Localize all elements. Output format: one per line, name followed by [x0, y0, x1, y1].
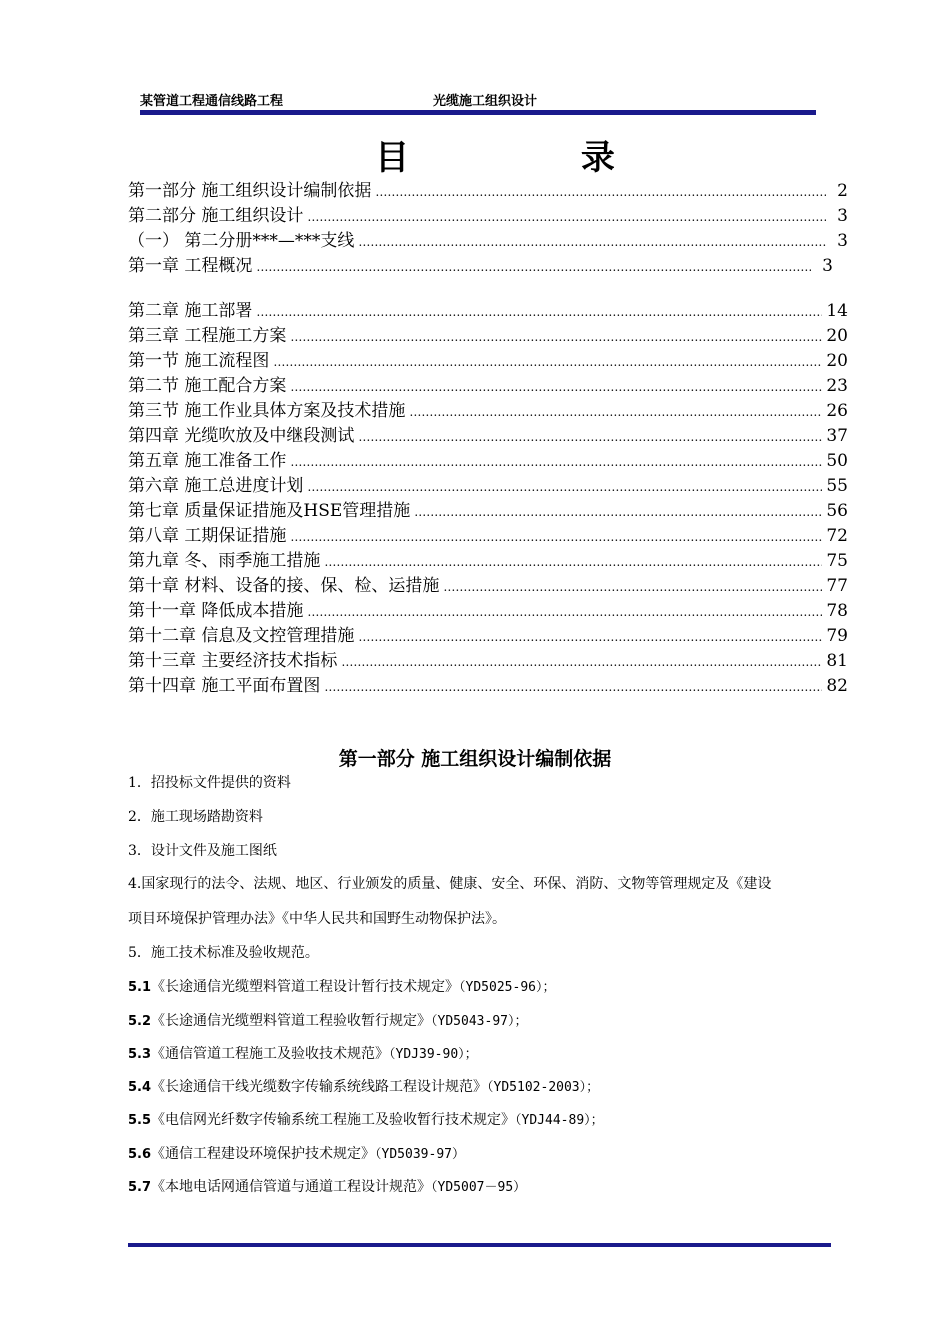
standard-reference: 5.3《通信管道工程施工及验收技术规范》（YDJ39-90）；: [128, 1046, 478, 1062]
standard-reference: 5.5《电信网光纤数字传输系统工程施工及验收暂行技术规定》（YDJ44-89）；: [128, 1112, 604, 1128]
toc-entry[interactable]: 第四章 光缆吹放及中继段测试 ………………………………………………………………………………………………………………………………………………………………………………………………………… 37: [128, 421, 848, 443]
list-item: 2．施工现场踏勘资料: [128, 809, 263, 825]
header-doc-subtitle: 光缆施工组织设计: [433, 94, 538, 109]
toc-entry[interactable]: 第七章 质量保证措施及HSE管理措施 ………………………………………………………………………………………………………………………………………………………………………………………………………… 56: [128, 496, 848, 518]
toc-entry[interactable]: 第五章 施工准备工作 ………………………………………………………………………………………………………………………………………………………………………………………………………… 50: [128, 446, 848, 468]
toc-entry[interactable]: 第一部分 施工组织设计编制依据 ………………………………………………………………………………………………………………………………………………………………………………………………………… 2: [128, 176, 848, 198]
standard-reference: 5.6《通信工程建设环境保护技术规定》（YD5039-97）: [128, 1146, 465, 1162]
toc-entry[interactable]: 第二部分 施工组织设计 ………………………………………………………………………………………………………………………………………………………………………………………………………… 3: [128, 201, 848, 223]
list-item: 5．施工技术标准及验收规范。: [128, 945, 319, 961]
section-title: 第一部分 施工组织设计编制依据: [338, 748, 612, 770]
toc-entry[interactable]: 第六章 施工总进度计划 ………………………………………………………………………………………………………………………………………………………………………………………………………… 55: [128, 471, 848, 493]
header-doc-title: 某管道工程通信线路工程: [140, 94, 284, 109]
toc-entry[interactable]: 第一节 施工流程图 ………………………………………………………………………………………………………………………………………………………………………………………………………… 20: [128, 346, 848, 368]
toc-entry[interactable]: 第二章 施工部署 ………………………………………………………………………………………………………………………………………………………………………………………………………… 14: [128, 296, 848, 318]
list-item: 4.国家现行的法令、法规、地区、行业颁发的质量、健康、安全、环保、消防、文物等管理规定及《建设: [128, 876, 772, 892]
toc-entry[interactable]: 第三节 施工作业具体方案及技术措施 ………………………………………………………………………………………………………………………………………………………………………………………………………… 26: [128, 396, 848, 418]
toc-entry[interactable]: 第九章 冬、雨季施工措施 ………………………………………………………………………………………………………………………………………………………………………………………………………… 75: [128, 546, 848, 568]
toc-entry[interactable]: 第三章 工程施工方案 ………………………………………………………………………………………………………………………………………………………………………………………………………… 20: [128, 321, 848, 343]
header-rule: [140, 110, 816, 115]
toc-entry[interactable]: 第十一章 降低成本措施 ………………………………………………………………………………………………………………………………………………………………………………………………………… 78: [128, 596, 848, 618]
standard-reference: 5.4《长途通信干线光缆数字传输系统线路工程设计规范》（YD5102-2003）；: [128, 1079, 600, 1095]
toc-entry[interactable]: 第十章 材料、设备的接、保、检、运措施 ………………………………………………………………………………………………………………………………………………………………………………………………………… 77: [128, 571, 848, 593]
toc-entry[interactable]: 第十四章 施工平面布置图 ………………………………………………………………………………………………………………………………………………………………………………………………………… 82: [128, 671, 848, 693]
list-item: 3．设计文件及施工图纸: [128, 843, 277, 859]
footer-rule: [128, 1243, 831, 1247]
toc-entry[interactable]: 第二节 施工配合方案 ………………………………………………………………………………………………………………………………………………………………………………………………………… 23: [128, 371, 848, 393]
toc-entry[interactable]: 第八章 工期保证措施 ………………………………………………………………………………………………………………………………………………………………………………………………………… 72: [128, 521, 848, 543]
toc-entry[interactable]: 第十二章 信息及文控管理措施 ………………………………………………………………………………………………………………………………………………………………………………………………………… 79: [128, 621, 848, 643]
standard-reference: 5.2《长途通信光缆塑料管道工程验收暂行规定》（YD5043-97）；: [128, 1013, 528, 1029]
standard-reference: 5.7《本地电话网通信管道与通道工程设计规范》（YD5007－95）: [128, 1179, 527, 1195]
toc-entry[interactable]: 第一章 工程概况 ………………………………………………………………………………………………………………………………………………………………………………………………………… 3: [128, 251, 833, 273]
list-item: 1．招投标文件提供的资料: [128, 775, 291, 791]
toc-entry[interactable]: （一） 第二分册***—***支线 ………………………………………………………………………………………………………………………………………………………………………………………………………… 3: [128, 226, 848, 248]
list-item: 项目环境保护管理办法》《中华人民共和国野生动物保护法》。: [128, 911, 506, 927]
toc-entry[interactable]: 第十三章 主要经济技术指标 ………………………………………………………………………………………………………………………………………………………………………………………………………… 81: [128, 646, 848, 668]
toc-title: 目 录: [375, 138, 695, 178]
standard-reference: 5.1《长途通信光缆塑料管道工程设计暂行技术规定》（YD5025-96）；: [128, 979, 556, 995]
